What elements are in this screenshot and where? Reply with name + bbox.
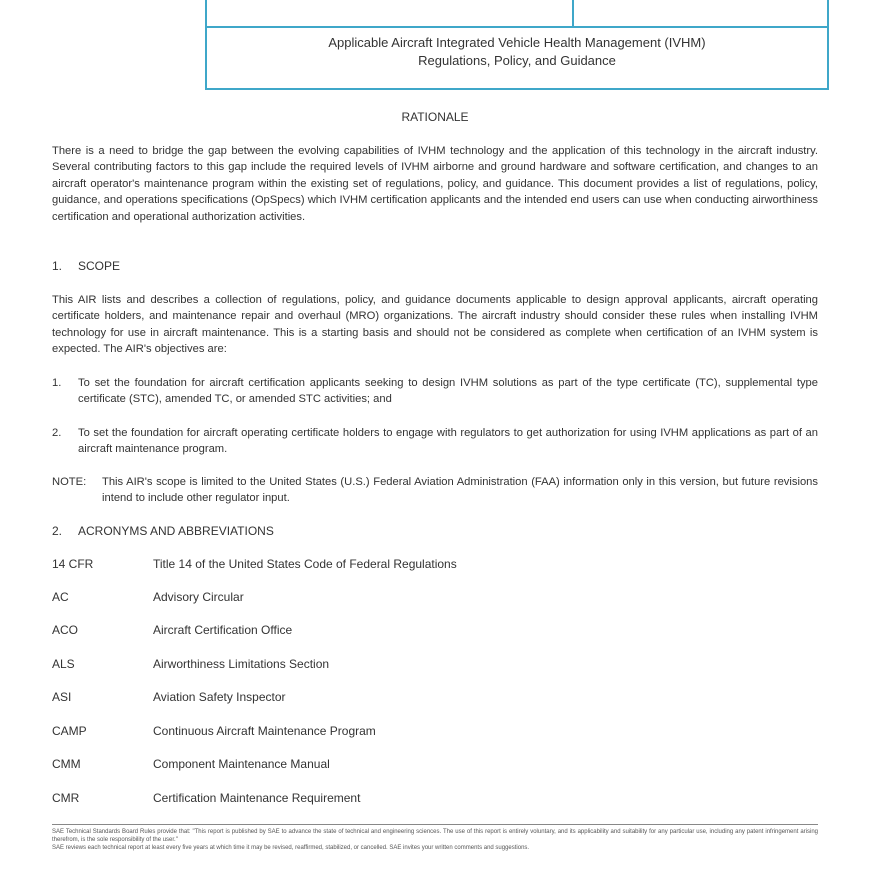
acronym-definition: Aircraft Certification Office [153,623,293,637]
acronym-term: ACO [52,623,79,637]
acronym-row [52,757,818,775]
list-item [52,375,818,408]
acronym-row [52,791,818,809]
scope-note [52,474,818,507]
acronyms-number: 2. [52,524,63,538]
acronyms-title: ACRONYMS AND ABBREVIATIONS [78,524,274,538]
footer-notice [52,824,818,852]
acronym-definition: Aviation Safety Inspector [153,690,286,704]
scope-number: 1. [52,259,63,273]
footer-line-1: SAE Technical Standards Board Rules provide that: "This report is published by SAE to advance the state of technical and engineering sciences. The use of this report is entirely voluntary, and its applicability and suitability for any particular use, including any patent infringement arising therefrom, is the sole responsibility of the user." [52,829,818,843]
acronym-term: CMR [52,791,80,805]
rationale-heading: RATIONALE [401,110,469,124]
scope-heading [52,259,120,273]
acronym-term: AC [52,590,69,604]
note-text: This AIR's scope is limited to the United States (U.S.) Federal Aviation Administration (FAA) information only in this version, but future revisions intend to include other regulator input. [102,476,818,505]
acronym-term: ASI [52,690,72,704]
scope-title: SCOPE [78,259,121,273]
acronym-row [52,557,818,575]
acronym-definition: Continuous Aircraft Maintenance Program [153,724,376,738]
acronym-row [52,657,818,675]
acronym-definition: Component Maintenance Manual [153,757,330,771]
acronym-row [52,623,818,641]
list-item-number: 2. [52,427,62,439]
acronym-definition: Title 14 of the United States Code of Federal Regulations [153,557,457,571]
footer-line-2: SAE reviews each technical report at least every five years at which time it may be revised, reaffirmed, stabilized, or cancelled. SAE invites your written comments and suggestions. [52,845,530,851]
acronym-row [52,590,818,608]
list-item-number: 1. [52,377,62,389]
header-cell-divider [572,0,574,26]
scope-paragraph: This AIR lists and describes a collection of regulations, policy, and guidance documents applicable to design approval applicants, aircraft operating certificate holders, and maintenance repair and overhaul (MRO) organizations. The aircraft industry should consider these rules when installing IVHM technology for use in aircraft maintenance. This is a starting basis and should not be considered as complete when certification of an IVHM system is expected. The AIR's objectives are: [52,294,818,356]
document-header-box [205,0,829,90]
acronym-term: CAMP [52,724,87,738]
acronym-term: ALS [52,657,75,671]
acronyms-heading [52,524,274,538]
list-item-text: To set the foundation for aircraft operating certificate holders to engage with regulators to get authorization for using IVHM applications as part of an aircraft maintenance program. [78,427,818,456]
acronym-definition: Certification Maintenance Requirement [153,791,361,805]
acronym-definition: Airworthiness Limitations Section [153,657,330,671]
list-item [52,425,818,458]
acronym-term: 14 CFR [52,557,94,571]
acronym-definition: Advisory Circular [153,590,244,604]
acronym-term: CMM [52,757,81,771]
note-label: NOTE: [52,476,87,488]
acronym-row [52,724,818,742]
document-title [207,34,827,70]
title-line-1: Applicable Aircraft Integrated Vehicle Health Management (IVHM) [328,35,706,50]
rationale-paragraph: There is a need to bridge the gap between the evolving capabilities of IVHM technology and the application of this technology in the aircraft industry. Several contributing factors to this gap include the required levels of IVHM airborne and ground hardware and software certification, and changes to an aircraft operator's maintenance program within the existing set of regulations, policy, and guidance. This document provides a list of regulations, policy, guidance, and operations specifications (OpSpecs) which IVHM certification applicants and the intended end users can use when conducting airworthiness certification and operational authorization activities. [52,145,818,223]
title-line-2: Regulations, Policy, and Guidance [418,53,616,68]
list-item-text: To set the foundation for aircraft certification applicants seeking to design IVHM solutions as part of the type certificate (TC), supplemental type certificate (STC), amended TC, or amended STC activities; and [78,377,818,406]
acronym-row [52,690,818,708]
header-top-cells [207,0,827,28]
